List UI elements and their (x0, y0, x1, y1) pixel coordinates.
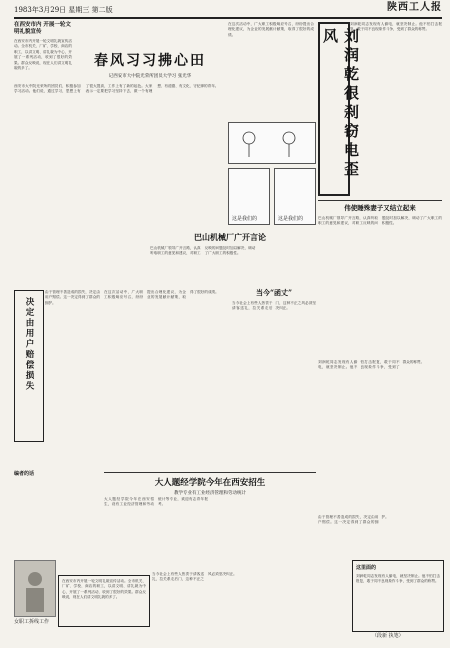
bottom-left-box-body: 在西安市内开展一轮文明礼貌宣传活动。全市机关、厂矿、学校、商店的职工，以讲文明、讲礼貌为中心，开展了一系列活动，收到了很好的效果。群众反映说，现在人们讲文明礼貌的多了。 (62, 579, 146, 600)
cartoon-panel-left (228, 168, 270, 225)
mid-article-body: 巴山机械厂领导广开言路，认真听取职工的意见和建议，对职工反映的问题及时加以解决，调动了广大职工的积极性。 (150, 246, 256, 256)
right-column-body: 刘润乾同志发现有人偷电，就坚决制止。他不怕打击报复，敢于同不良现象作斗争，受到了群众的称赞。 (350, 22, 442, 32)
issue-date: 1983年3月29日 星期三 第二版 (14, 6, 113, 14)
main-article-body: 西安市大中院光荣所的团员们，积极参加学习活动。他们说，通过学习，思想上有了很大提高，工作上有了新的起色。大家表示一定要把学习坚持下去，做一个有理想、有道德、有文化、守纪律的青年。 (14, 84, 219, 94)
right-lower-body: 刘润乾同志发现有人偷电，就坚决制止。他不怕打击报复，敢于同不良现象作斗争，受到了群众的称赞。 (318, 360, 425, 370)
main-subhead: 记西安市大中院光荣所团员大学习 张光华 (108, 74, 192, 79)
main-article-header (75, 50, 225, 79)
bottom-article-body: 大人题经学院今年在西安招生，设有工业经济管理和劳动统计等专业，欢迎有志青年报考。 (104, 497, 208, 507)
bottom-right-box (352, 560, 444, 632)
bottom-right-box-body: 刘润乾同志发现有人偷电，就坚决制止。他不怕打击报复，敢于同不良现象作斗争，受到了群众的称赞。 (356, 574, 440, 584)
divider (318, 200, 442, 201)
bottom-subhead: 教学专业有工业经济管理和劳动统计 (174, 491, 246, 496)
mid-right-body: 当今社会上有些人热衷于请客送礼，拉关系走后门，这种不正之风必须坚决纠正。 (232, 301, 316, 311)
left-vertical-headline: 决定由用户赔偿损失 (24, 297, 34, 392)
vertical-headline-box (318, 22, 360, 196)
mid-article (150, 232, 310, 286)
bottom-middle-body: 当今社会上有些人热衷于请客送礼，拉关系走后门，这种不正之风必须坚决纠正。 (152, 572, 237, 582)
mid-right-headline: 当今“函丈” (255, 288, 293, 297)
cartoon-drawing (229, 123, 315, 163)
mid-headline: 巴山机械厂广开言论 (194, 232, 266, 242)
middle-region-body: 在这次活动中，广大职工积极响应号召，纷纷提出合理化建议，为企业的发展献计献策，取得了很好的成绩。 (104, 290, 219, 300)
right-bottom-body: 由于管理不善造成的损失，决定由用户赔偿。这一决定得到了群众的拥护。 (318, 515, 389, 525)
bottom-article (104, 476, 316, 496)
masthead (14, 4, 442, 19)
top-left-body: 在西安市内开展一轮文明礼貌宣传活动。全市机关、厂矿、学校、商店的职工，以讲文明、讲礼貌为中心，开展了一系列活动，收到了很好的效果。群众反映说，现在人们讲文明礼貌的多了。 (14, 39, 72, 71)
bottom-headline: 大人题经学院今年在西安招生 (154, 478, 266, 488)
column-label: 编者的话 (14, 471, 35, 477)
left-vertical-box (14, 290, 44, 442)
cartoon-panel-right (274, 168, 316, 225)
right-vertical-headline: 刘润乾很刹窃电歪风 (321, 28, 360, 180)
worker-photo (14, 560, 56, 617)
bottom-left-box (58, 575, 150, 627)
side-article-body: 巴山机械厂领导广开言路，认真听取职工的意见和建议，对职工反映的问题及时加以解决，调动了广大职工的积极性。 (318, 216, 442, 226)
mid-right-article (232, 288, 316, 476)
divider (104, 472, 316, 473)
bottom-right-box-title: 这里面的 (356, 565, 377, 571)
upper-middle-body: 在这次活动中，广大职工积极响应号召，纷纷提出合理化建议，为企业的发展献计献策，取得了很好的成绩。 (228, 22, 314, 37)
photo-image (15, 561, 55, 616)
side-article (318, 203, 442, 361)
author-note: （段新 执笔） (372, 633, 404, 639)
photo-caption: 女职工拆线工作 (14, 619, 50, 625)
left-vertical-body: 由于管理不善造成的损失，决定由用户赔偿。这一决定得到了群众的拥护。 (45, 290, 100, 305)
top-left-headline: 在西安市内 开展一轮文明礼貌宣传 (14, 22, 71, 35)
paper-name: 陕西工人报 (387, 2, 442, 13)
cartoon-panel-top (228, 122, 316, 164)
cartoon-caption-1: 这是我们的 (232, 216, 258, 222)
cartoon-caption-2: 这是我们的 (278, 216, 304, 222)
main-headline: 春风习习拂心田 (94, 53, 206, 69)
side-headline: 伟使睡殊妻子又结立起来 (344, 204, 416, 212)
